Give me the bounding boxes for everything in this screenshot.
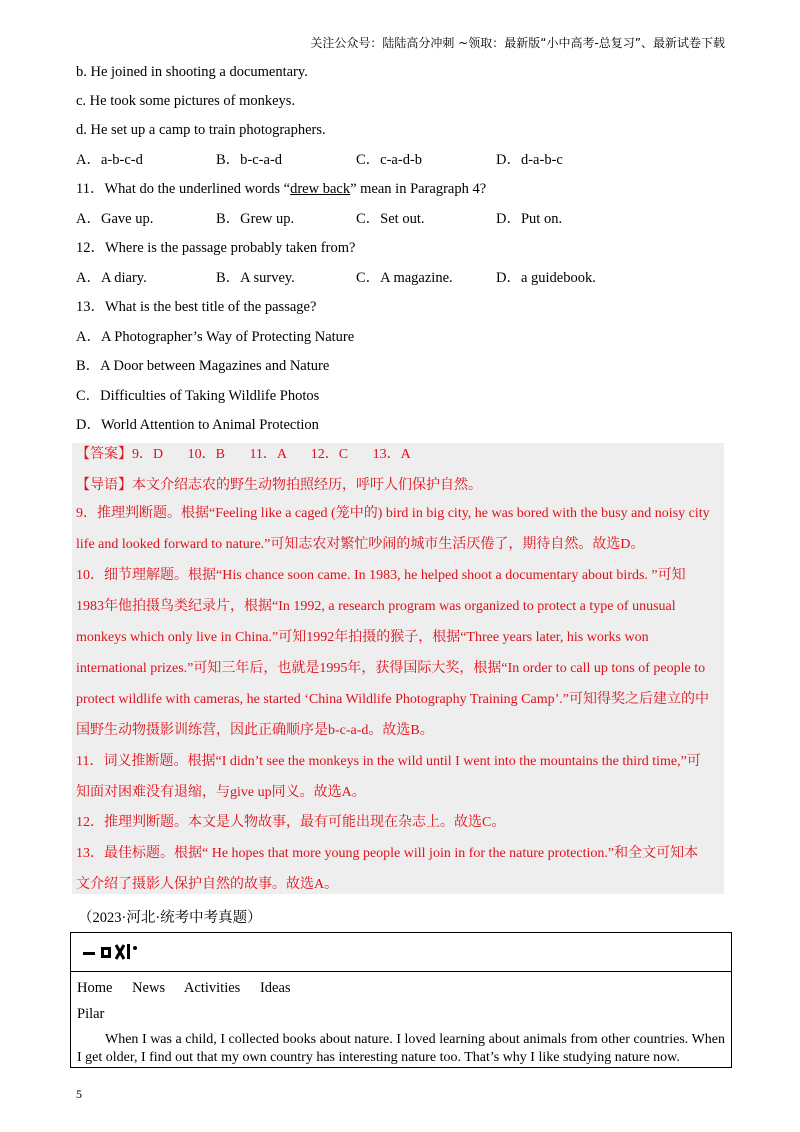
q10-choice-b: B．b-c-a-d (216, 152, 283, 168)
author-name: Pilar (77, 1006, 105, 1022)
answer-intro: 【导语】本文介绍志农的野生动物拍照经历，呼吁人们保护自然。 (76, 478, 482, 493)
site-nav (77, 980, 307, 997)
option-b: b. He joined in shooting a documentary. (76, 64, 308, 80)
q11-choice-b: B．Grew up. (216, 211, 295, 227)
nav-activities[interactable]: Activities (183, 980, 241, 996)
answer-line: 文介绍了摄影人保护自然的故事。故选A。 (76, 877, 339, 892)
q12-choice-c: C．A magazine. (356, 270, 453, 286)
option-c: c. He took some pictures of monkeys. (76, 93, 296, 109)
q12-choice-b: B．A survey. (216, 270, 295, 286)
question-12: 12．Where is the passage probably taken from? (76, 240, 356, 256)
answer-line: 10．细节理解题。根据“His chance soon came. In 1983, he helped shoot a documentary about birds. ”可知 (76, 568, 686, 583)
q11-choice-d: D．Put on. (496, 211, 563, 227)
q13-choice-d: D．World Attention to Animal Protection (76, 417, 319, 433)
q10-choice-d: D．d-a-b-c (496, 152, 563, 168)
header-note: 关注公众号：陆陆高分冲刺 ~领取：最新版“小中高考-总复习”、最新试卷下载 (310, 36, 725, 50)
answer-line: 9．推理判断题。根据“Feeling like a caged (笼中的) bird in big city, he was bored with the busy and noisy city (76, 506, 710, 521)
website-box (70, 932, 732, 1068)
q12-choice-d: D．a guidebook. (496, 270, 596, 286)
q11-post: ” mean in Paragraph 4? (350, 181, 487, 197)
nav-news[interactable]: News (132, 980, 166, 996)
q11-choice-a: A．Gave up. (76, 211, 154, 227)
website-header (71, 933, 731, 972)
question-11 (76, 180, 486, 198)
answer-key: 【答案】9．D 10．B 11．A 12．C 13．A (76, 447, 411, 462)
q11-underlined: drew back (290, 181, 351, 197)
answer-line: 知面对困难没有退缩，与give up同义。故选A。 (76, 785, 366, 800)
answer-line: 13．最佳标题。根据“ He hopes that more young people will join in for the nature protection.”和全文可知本 (76, 846, 699, 861)
q13-choice-c: C．Difficulties of Taking Wildlife Photos (76, 388, 320, 404)
q10-choice-a: A．a-b-c-d (76, 152, 143, 168)
answer-line: life and looked forward to nature.”可知志农对繁忙吵闹的城市生活厌倦了，期待自然。故选D。 (76, 537, 645, 552)
nav-home[interactable]: Home (77, 980, 113, 996)
q13-choice-a: A．A Photographer’s Way of Protecting Nature (76, 329, 355, 345)
answer-line: international prizes.”可知三年后，也就是1995年，获得国际大奖，根据“In order to call up tons of people to (76, 661, 706, 676)
q11-pre: 11．What do the underlined words “ (76, 181, 291, 197)
source-label: （2023·河北·统考中考真题） (78, 910, 262, 926)
q12-choice-a: A．A diary. (76, 270, 147, 286)
answer-line: 11．词义推断题。根据“I didn’t see the monkeys in the wild until I went into the mountains the third time,”可 (76, 754, 701, 769)
answer-line: monkeys which only live in China.”可知1992年拍摄的猴子，根据“Three years later, his works won (76, 630, 649, 645)
question-13: 13．What is the best title of the passage? (76, 299, 317, 315)
q13-choice-b: B．A Door between Magazines and Nature (76, 358, 330, 374)
answer-line: protect wildlife with cameras, he started ‘China Wildlife Photography Training Camp’.”可知得奖之后建立的中 (76, 692, 709, 707)
q11-choice-c: C．Set out. (356, 211, 425, 227)
answer-line: 1983年他拍摄鸟类纪录片，根据“In 1992, a research program was organized to protect a type of unusual (76, 599, 676, 614)
answer-line: 国野生动物摄影训练营，因此正确顺序是b-c-a-d。故选B。 (76, 723, 434, 738)
nav-ideas[interactable]: Ideas (259, 980, 291, 996)
q10-choice-c: C．c-a-d-b (356, 152, 423, 168)
option-d: d. He set up a camp to train photographers. (76, 122, 326, 138)
page-number: 5 (76, 1087, 82, 1101)
site-logo-icon (79, 939, 149, 965)
author-paragraph: When I was a child, I collected books about nature. I loved learning about animals from other countries. When I get older, I find out that my own country has interesting nature too. That’s why I like studying nature now. (77, 1032, 725, 1065)
answer-line: 12．推理判断题。本文是人物故事，最有可能出现在杂志上。故选C。 (76, 815, 506, 830)
